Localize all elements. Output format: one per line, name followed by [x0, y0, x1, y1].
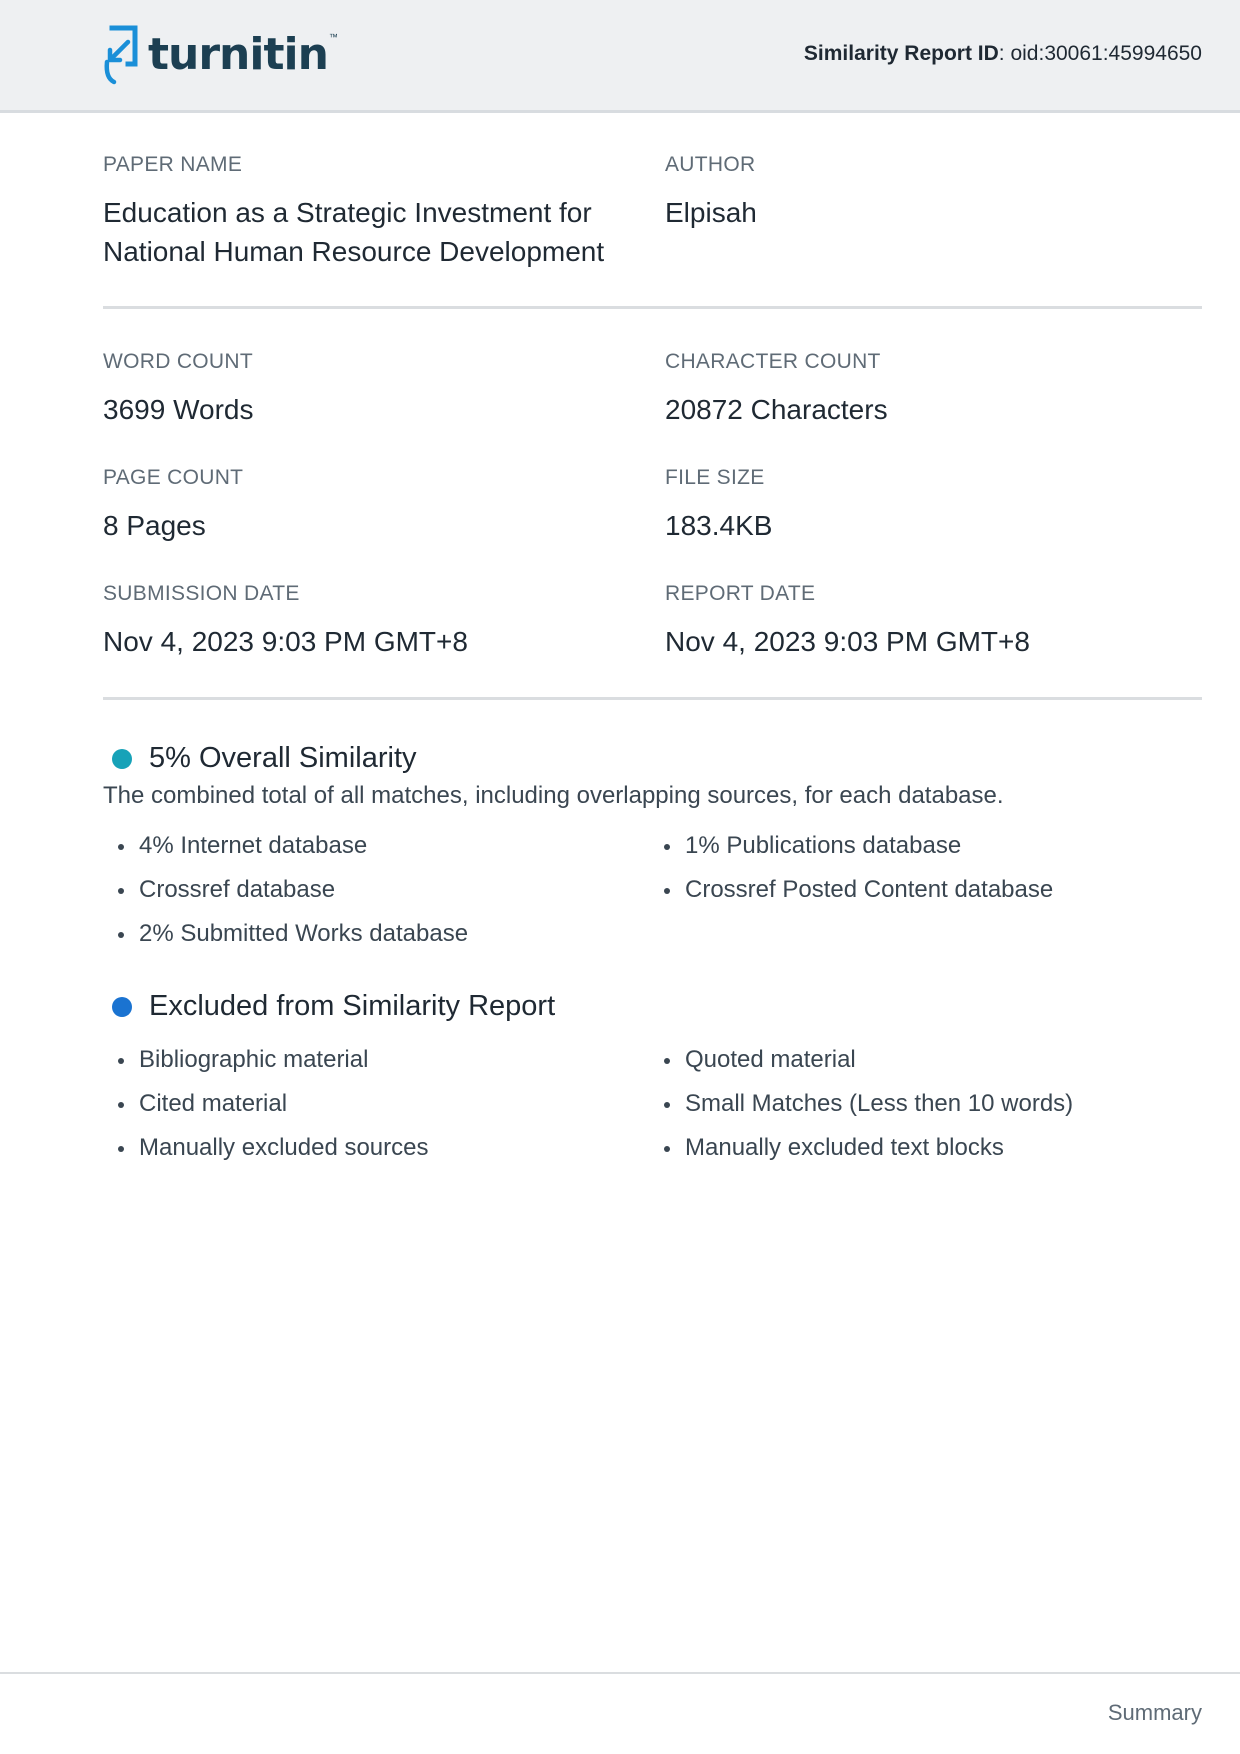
list-item: Crossref Posted Content database: [664, 868, 1053, 912]
similarity-list-left: [118, 824, 468, 956]
list-item: Cited material: [118, 1082, 429, 1126]
author-field: [665, 154, 1205, 232]
paper-name-value: [103, 193, 643, 271]
character-count-value: 20872 Characters: [665, 394, 888, 425]
paper-name-line-2: National Human Resource Development: [103, 236, 605, 267]
submission-date-value: Nov 4, 2023 9:03 PM GMT+8: [103, 626, 468, 657]
word-count-value: 3699 Words: [103, 394, 254, 425]
page-count-field: [103, 467, 643, 545]
submission-date-field: [103, 583, 643, 661]
submission-date-label: SUBMISSION DATE: [103, 582, 300, 605]
paper-name-label: PAPER NAME: [103, 153, 243, 176]
list-item: Quoted material: [664, 1038, 1073, 1082]
author-label: AUTHOR: [665, 153, 756, 176]
list-item: Manually excluded text blocks: [664, 1126, 1073, 1170]
page-count-value: 8 Pages: [103, 510, 206, 541]
report-header: [0, 0, 1240, 113]
word-count-field: [103, 351, 643, 429]
turnitin-logo: [102, 24, 338, 86]
turnitin-logo-icon: [102, 24, 140, 86]
footer-divider: [0, 1672, 1240, 1674]
paper-name-field: [103, 154, 643, 271]
divider-middle: [103, 697, 1202, 700]
file-size-label: FILE SIZE: [665, 466, 765, 489]
report-id-label: Similarity Report ID: [803, 42, 999, 65]
list-item: Crossref database: [118, 868, 468, 912]
excluded-dot-icon: [112, 997, 132, 1017]
excluded-list-left: [118, 1038, 429, 1170]
report-date-label: REPORT DATE: [665, 582, 816, 605]
list-item: Bibliographic material: [118, 1038, 429, 1082]
logo-wordmark: turnitin: [148, 29, 328, 80]
footer-summary-label: Summary: [1107, 1700, 1202, 1725]
overall-similarity-description: The combined total of all matches, including overlapping sources, for each database.: [103, 782, 1004, 809]
list-item: Small Matches (Less then 10 words): [664, 1082, 1073, 1126]
paper-name-line-1: Education as a Strategic Investment for: [103, 197, 592, 228]
excluded-list-right: [664, 1038, 1073, 1170]
list-item: 4% Internet database: [118, 824, 468, 868]
divider-top: [103, 306, 1202, 309]
logo-trademark: ™: [328, 32, 338, 42]
word-count-label: WORD COUNT: [103, 350, 253, 373]
report-date-value: Nov 4, 2023 9:03 PM GMT+8: [665, 626, 1030, 657]
overall-similarity-heading: [112, 744, 417, 773]
page-count-label: PAGE COUNT: [103, 466, 244, 489]
excluded-title: Excluded from Similarity Report: [149, 990, 556, 1022]
similarity-list-right: [664, 824, 1053, 912]
report-date-field: [665, 583, 1205, 661]
list-item: Manually excluded sources: [118, 1126, 429, 1170]
report-id-value: : oid:30061:45994650: [998, 42, 1202, 65]
similarity-report-id: [804, 42, 1202, 66]
character-count-label: CHARACTER COUNT: [665, 350, 881, 373]
similarity-dot-icon: [112, 749, 132, 769]
file-size-field: [665, 467, 1205, 545]
file-size-value: 183.4KB: [665, 510, 773, 541]
list-item: 2% Submitted Works database: [118, 912, 468, 956]
excluded-heading: [112, 992, 555, 1021]
overall-similarity-title: 5% Overall Similarity: [149, 742, 417, 774]
list-item: 1% Publications database: [664, 824, 1053, 868]
character-count-field: [665, 351, 1205, 429]
author-value: Elpisah: [665, 197, 757, 228]
